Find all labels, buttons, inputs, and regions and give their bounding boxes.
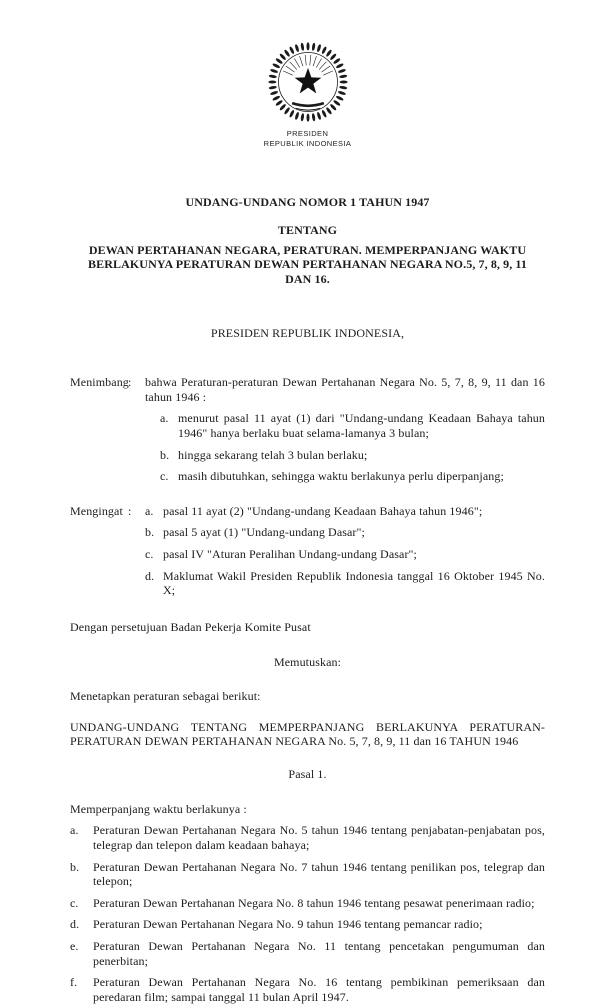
item-letter: f.	[70, 975, 78, 990]
menimbang-content	[145, 375, 545, 484]
menimbang-item	[145, 448, 545, 463]
item-letter: d.	[145, 568, 155, 583]
pasal-1-item	[70, 823, 545, 852]
pasal-1-item	[70, 860, 545, 889]
menetapkan-line: Menetapkan peraturan sebagai berikut:	[70, 689, 261, 704]
item-letter: a.	[145, 503, 154, 518]
menimbang-intro: bahwa Peraturan-peraturan Dewan Pertahanan Negara No. 5, 7, 8, 9, 11 dan 16 tahun 1946 :	[145, 375, 545, 404]
item-text: Peraturan Dewan Pertahanan Negara No. 7 tahun 1946 tentang penilikan pos, telegrap dan telepon;	[93, 859, 545, 889]
letterhead-line1: PRESIDEN	[286, 129, 329, 138]
title-tentang: TENTANG	[277, 222, 338, 237]
menimbang-section	[70, 375, 545, 484]
item-letter: a.	[70, 823, 79, 838]
item-text: Peraturan Dewan Pertahanan Negara No. 5 tahun 1946 tentang penjabatan-penjabatan pos, telegrap dan telepon dalam keadaan bahaya;	[93, 823, 545, 852]
mengingat-item	[145, 525, 545, 540]
menimbang-item	[145, 411, 545, 440]
title-subject: DEWAN PERTAHANAN NEGARA, PERATURAN. MEMPERPANJANG WAKTU BERLAKUNYA PERATURAN DEWAN PERTAHANAN NEGARA NO.5, 7, 8, 9, 11 DAN 16.	[88, 242, 527, 286]
item-text: masih dibutuhkan, sehingga waktu berlakunya perlu diperpanjang;	[178, 469, 504, 484]
pasal-1-item	[70, 975, 545, 1004]
item-text: Peraturan Dewan Pertahanan Negara No. 9 tahun 1946 tentang pemancar radio;	[93, 917, 483, 932]
item-text: pasal IV "Aturan Peralihan Undang-undang Dasar";	[163, 547, 417, 561]
menimbang-label: Menimbang	[70, 375, 129, 389]
pasal-1-item	[70, 917, 545, 932]
item-letter: c.	[160, 469, 169, 484]
pasal-1-item	[70, 896, 545, 911]
item-letter: e.	[70, 939, 79, 953]
mengingat-item	[145, 569, 545, 598]
opening-line: PRESIDEN REPUBLIK INDONESIA,	[210, 326, 405, 341]
item-text: pasal 5 ayat (1) "Undang-undang Dasar";	[163, 525, 365, 540]
document-title	[70, 195, 545, 286]
mengingat-label: Mengingat	[70, 503, 123, 518]
item-letter: a.	[160, 411, 169, 426]
item-letter: c.	[145, 547, 154, 561]
mengingat-colon: :	[128, 503, 132, 518]
item-letter: d.	[70, 917, 80, 932]
persetujuan-line: Dengan persetujuan Badan Pekerja Komite Pusat	[70, 619, 311, 634]
pasal-1-intro: Memperpanjang waktu berlakunya :	[70, 801, 247, 816]
item-text: hingga sekarang telah 3 bulan berlaku;	[178, 447, 368, 462]
title-number: UNDANG-UNDANG NOMOR 1 TAHUN 1947	[185, 195, 430, 210]
item-text: menurut pasal 11 ayat (1) dari "Undang-undang Keadaan Bahaya tahun 1946" hanya berlaku buat selama-lamanya 3 bulan;	[178, 411, 545, 440]
item-letter: b.	[70, 859, 80, 874]
item-text: Peraturan Dewan Pertahanan Negara No. 11 tentang pencetakan pengumuman dan penerbitan;	[93, 939, 545, 968]
letterhead	[70, 38, 545, 149]
menimbang-colon: :	[128, 375, 132, 389]
item-text: Maklumat Wakil Presiden Republik Indonesia tanggal 16 Oktober 1945 No. X;	[163, 568, 545, 598]
item-text: pasal 11 ayat (2) "Undang-undang Keadaan Bahaya tahun 1946";	[163, 503, 483, 518]
law-title: UNDANG-UNDANG TENTANG MEMPERPANJANG BERLAKUNYA PERATURAN-PERATURAN DEWAN PERTAHANAN NEGARA No. 5, 7, 8, 9, 11 dan 16 TAHUN 1946	[70, 719, 545, 749]
memutuskan-heading: Memutuskan:	[273, 654, 342, 669]
item-letter: c.	[70, 895, 79, 910]
pasal-1-heading: Pasal 1.	[288, 767, 327, 781]
presidential-seal-icon	[264, 38, 352, 126]
mengingat-item	[145, 547, 545, 562]
item-letter: b.	[145, 525, 155, 540]
mengingat-section	[70, 504, 545, 598]
pasal-1-item	[70, 939, 545, 968]
letterhead-caption	[70, 129, 545, 149]
mengingat-content	[145, 504, 545, 598]
item-letter: b.	[160, 447, 170, 462]
letterhead-line2: REPUBLIK INDONESIA	[263, 139, 352, 149]
menimbang-item	[145, 469, 545, 484]
star-icon	[294, 68, 321, 93]
mengingat-item	[145, 504, 545, 519]
item-text: Peraturan Dewan Pertahanan Negara No. 16 tentang pembikinan pemeriksaan dan peredaran film; sampai tanggal 11 bulan April 1947.	[93, 975, 545, 1004]
item-text: Peraturan Dewan Pertahanan Negara No. 8 tahun 1946 tentang pesawat penerimaan radio;	[93, 895, 535, 910]
